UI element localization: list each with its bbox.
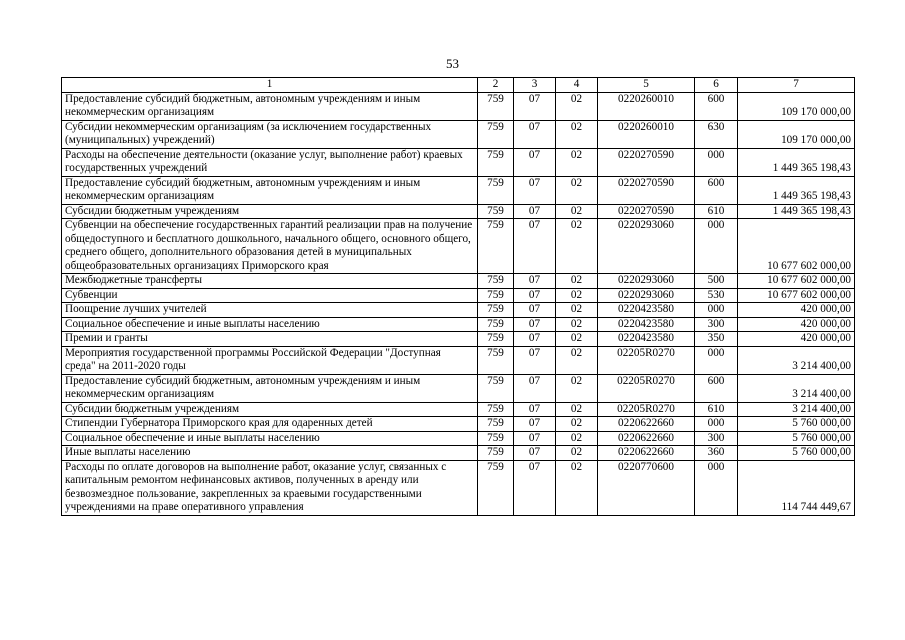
- table-row: [62, 431, 855, 446]
- expense-name-cell: Расходы по оплате договоров на выполнение работ, оказание услуг, связанных с капитальным ремонтом нефинансовых активов, полученных в аренду или безвозмездное пользование, закрепленных за краевыми государственными учреждениями на праве оперативного управления: [62, 460, 478, 515]
- section-cell: 07: [514, 204, 556, 219]
- subsection-cell: 02: [556, 402, 598, 417]
- target-article-cell: 0220270590: [598, 176, 695, 204]
- expense-kind-cell: 600: [695, 92, 738, 120]
- section-cell: 07: [514, 274, 556, 289]
- subsection-cell: 02: [556, 460, 598, 515]
- subsection-cell: 02: [556, 346, 598, 374]
- expense-name-cell: Субсидии бюджетным учреждениям: [62, 204, 478, 219]
- expense-name-cell: Иные выплаты населению: [62, 446, 478, 461]
- subsection-cell: 02: [556, 204, 598, 219]
- target-article-cell: 0220622660: [598, 431, 695, 446]
- table-row: [62, 204, 855, 219]
- section-cell: 07: [514, 446, 556, 461]
- section-cell: 07: [514, 402, 556, 417]
- ministry-code-cell: 759: [478, 120, 514, 148]
- table-row: [62, 460, 855, 515]
- expense-kind-cell: 360: [695, 446, 738, 461]
- budget-table: [61, 77, 855, 516]
- section-cell: 07: [514, 148, 556, 176]
- table-row: [62, 176, 855, 204]
- section-cell: 07: [514, 120, 556, 148]
- subsection-cell: 02: [556, 219, 598, 274]
- target-article-cell: 0220423580: [598, 303, 695, 318]
- subsection-cell: 02: [556, 374, 598, 402]
- amount-cell: 3 214 400,00: [738, 374, 855, 402]
- subsection-cell: 02: [556, 332, 598, 347]
- section-cell: 07: [514, 431, 556, 446]
- target-article-cell: 0220293060: [598, 274, 695, 289]
- expense-kind-cell: 000: [695, 417, 738, 432]
- table-header: [62, 78, 855, 93]
- expense-name-cell: Субвенции: [62, 288, 478, 303]
- expense-name-cell: Предоставление субсидий бюджетным, автономным учреждениям и иным некоммерческим организациям: [62, 92, 478, 120]
- ministry-code-cell: 759: [478, 402, 514, 417]
- column-header: 2: [478, 78, 514, 93]
- column-header: 6: [695, 78, 738, 93]
- expense-kind-cell: 610: [695, 204, 738, 219]
- amount-cell: 109 170 000,00: [738, 92, 855, 120]
- expense-kind-cell: 000: [695, 303, 738, 318]
- section-cell: 07: [514, 303, 556, 318]
- amount-cell: 420 000,00: [738, 332, 855, 347]
- expense-name-cell: Мероприятия государственной программы Российской Федерации "Доступная среда" на 2011-2020 годы: [62, 346, 478, 374]
- ministry-code-cell: 759: [478, 219, 514, 274]
- ministry-code-cell: 759: [478, 288, 514, 303]
- section-cell: 07: [514, 317, 556, 332]
- section-cell: 07: [514, 332, 556, 347]
- column-header: 5: [598, 78, 695, 93]
- expense-name-cell: Премии и гранты: [62, 332, 478, 347]
- column-numbers-row: [62, 78, 855, 93]
- amount-cell: 1 449 365 198,43: [738, 204, 855, 219]
- section-cell: 07: [514, 374, 556, 402]
- expense-kind-cell: 600: [695, 176, 738, 204]
- expense-name-cell: Субсидии бюджетным учреждениям: [62, 402, 478, 417]
- expense-kind-cell: 300: [695, 431, 738, 446]
- page-number: 53: [446, 56, 459, 71]
- expense-name-cell: Стипендии Губернатора Приморского края для одаренных детей: [62, 417, 478, 432]
- target-article-cell: 0220423580: [598, 317, 695, 332]
- target-article-cell: 0220270590: [598, 148, 695, 176]
- target-article-cell: 0220622660: [598, 417, 695, 432]
- target-article-cell: 0220423580: [598, 332, 695, 347]
- expense-name-cell: Межбюджетные трансферты: [62, 274, 478, 289]
- amount-cell: 5 760 000,00: [738, 431, 855, 446]
- amount-cell: 5 760 000,00: [738, 446, 855, 461]
- subsection-cell: 02: [556, 120, 598, 148]
- ministry-code-cell: 759: [478, 317, 514, 332]
- ministry-code-cell: 759: [478, 417, 514, 432]
- expense-kind-cell: 610: [695, 402, 738, 417]
- ministry-code-cell: 759: [478, 92, 514, 120]
- target-article-cell: 0220260010: [598, 92, 695, 120]
- ministry-code-cell: 759: [478, 431, 514, 446]
- subsection-cell: 02: [556, 317, 598, 332]
- table-row: [62, 374, 855, 402]
- subsection-cell: 02: [556, 274, 598, 289]
- amount-cell: 1 449 365 198,43: [738, 148, 855, 176]
- column-header: 4: [556, 78, 598, 93]
- amount-cell: 3 214 400,00: [738, 346, 855, 374]
- subsection-cell: 02: [556, 148, 598, 176]
- expense-name-cell: Поощрение лучших учителей: [62, 303, 478, 318]
- subsection-cell: 02: [556, 288, 598, 303]
- expense-name-cell: Предоставление субсидий бюджетным, автономным учреждениям и иным некоммерческим организациям: [62, 374, 478, 402]
- column-header: 3: [514, 78, 556, 93]
- expense-name-cell: Социальное обеспечение и иные выплаты населению: [62, 431, 478, 446]
- section-cell: 07: [514, 219, 556, 274]
- expense-kind-cell: 350: [695, 332, 738, 347]
- expense-kind-cell: 530: [695, 288, 738, 303]
- table-row: [62, 120, 855, 148]
- section-cell: 07: [514, 346, 556, 374]
- table-row: [62, 148, 855, 176]
- target-article-cell: 02205R0270: [598, 346, 695, 374]
- expense-kind-cell: 630: [695, 120, 738, 148]
- table-row: [62, 303, 855, 318]
- amount-cell: 1 449 365 198,43: [738, 176, 855, 204]
- expense-name-cell: Социальное обеспечение и иные выплаты населению: [62, 317, 478, 332]
- section-cell: 07: [514, 460, 556, 515]
- expense-kind-cell: 500: [695, 274, 738, 289]
- ministry-code-cell: 759: [478, 204, 514, 219]
- ministry-code-cell: 759: [478, 346, 514, 374]
- target-article-cell: 02205R0270: [598, 374, 695, 402]
- expense-name-cell: Расходы на обеспечение деятельности (оказание услуг, выполнение работ) краевых государственных учреждений: [62, 148, 478, 176]
- target-article-cell: 0220622660: [598, 446, 695, 461]
- amount-cell: 420 000,00: [738, 303, 855, 318]
- amount-cell: 10 677 602 000,00: [738, 288, 855, 303]
- ministry-code-cell: 759: [478, 148, 514, 176]
- target-article-cell: 0220770600: [598, 460, 695, 515]
- section-cell: 07: [514, 417, 556, 432]
- table-row: [62, 332, 855, 347]
- table-row: [62, 92, 855, 120]
- column-header: 1: [62, 78, 478, 93]
- amount-cell: 420 000,00: [738, 317, 855, 332]
- subsection-cell: 02: [556, 446, 598, 461]
- table-row: [62, 402, 855, 417]
- table-row: [62, 317, 855, 332]
- expense-kind-cell: 000: [695, 219, 738, 274]
- ministry-code-cell: 759: [478, 176, 514, 204]
- amount-cell: 5 760 000,00: [738, 417, 855, 432]
- expense-name-cell: Субсидии некоммерческим организациям (за исключением государственных (муниципальных) учреждений): [62, 120, 478, 148]
- subsection-cell: 02: [556, 176, 598, 204]
- expense-kind-cell: 600: [695, 374, 738, 402]
- table-row: [62, 446, 855, 461]
- table-body: [62, 92, 855, 515]
- column-header: 7: [738, 78, 855, 93]
- table-row: [62, 274, 855, 289]
- ministry-code-cell: 759: [478, 446, 514, 461]
- ministry-code-cell: 759: [478, 332, 514, 347]
- subsection-cell: 02: [556, 303, 598, 318]
- expense-name-cell: Предоставление субсидий бюджетным, автономным учреждениям и иным некоммерческим организациям: [62, 176, 478, 204]
- target-article-cell: 02205R0270: [598, 402, 695, 417]
- subsection-cell: 02: [556, 417, 598, 432]
- section-cell: 07: [514, 176, 556, 204]
- amount-cell: 10 677 602 000,00: [738, 219, 855, 274]
- expense-name-cell: Субвенции на обеспечение государственных гарантий реализации прав на получение общедоступного и бесплатного дошкольного, начального общего, основного общего, среднего общего, дополнительного образования детей в муниципальных общеобразовательных организациях Приморского края: [62, 219, 478, 274]
- amount-cell: 109 170 000,00: [738, 120, 855, 148]
- expense-kind-cell: 000: [695, 148, 738, 176]
- table-row: [62, 219, 855, 274]
- amount-cell: 10 677 602 000,00: [738, 274, 855, 289]
- table-row: [62, 288, 855, 303]
- ministry-code-cell: 759: [478, 374, 514, 402]
- section-cell: 07: [514, 92, 556, 120]
- ministry-code-cell: 759: [478, 274, 514, 289]
- subsection-cell: 02: [556, 431, 598, 446]
- expense-kind-cell: 300: [695, 317, 738, 332]
- expense-kind-cell: 000: [695, 346, 738, 374]
- ministry-code-cell: 759: [478, 460, 514, 515]
- amount-cell: 114 744 449,67: [738, 460, 855, 515]
- target-article-cell: 0220293060: [598, 219, 695, 274]
- expense-kind-cell: 000: [695, 460, 738, 515]
- section-cell: 07: [514, 288, 556, 303]
- table-row: [62, 417, 855, 432]
- subsection-cell: 02: [556, 92, 598, 120]
- amount-cell: 3 214 400,00: [738, 402, 855, 417]
- table-row: [62, 346, 855, 374]
- target-article-cell: 0220260010: [598, 120, 695, 148]
- target-article-cell: 0220270590: [598, 204, 695, 219]
- target-article-cell: 0220293060: [598, 288, 695, 303]
- ministry-code-cell: 759: [478, 303, 514, 318]
